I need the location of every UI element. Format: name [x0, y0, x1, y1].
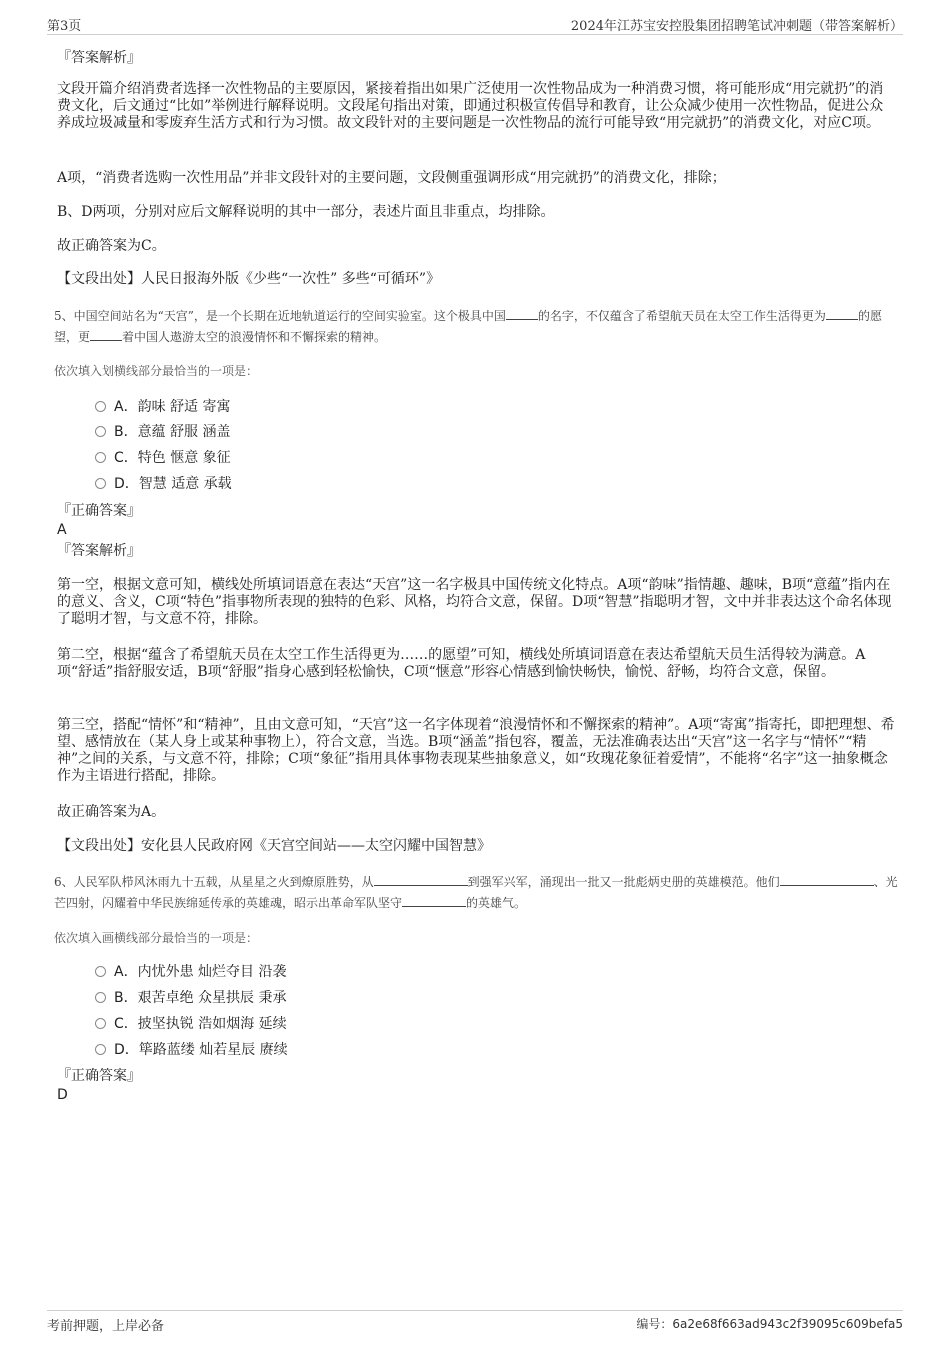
- radio-icon[interactable]: [95, 426, 106, 437]
- q5-analysis-para-1: 第一空，根据文意可知，横线处所填词语意在表达“天宫”这一名字极具中国传统文化特点。A项“韵味”指情趣、趣味，B项“意蕴”指内在的意义、含义，C项“特色”指事物所表现的独特的色彩、风格，均符合文意，保留。D项“智慧”指聪明才智，文中并非表达这个命名体现了聪明才智，与文意不符，排除。: [57, 577, 892, 627]
- blank-1: [506, 306, 538, 320]
- q6-option-a[interactable]: A．内忧外患 灿烂夺目 沿袭: [95, 961, 286, 983]
- radio-icon[interactable]: [95, 992, 106, 1003]
- radio-icon[interactable]: [95, 478, 106, 489]
- page-footer: [47, 1310, 903, 1333]
- q4-source: 【文段出处】人民日报海外版《少些“一次性” 多些“可循环”》: [57, 271, 441, 287]
- q5-option-c[interactable]: C．特色 惬意 象征: [95, 447, 231, 469]
- radio-icon[interactable]: [95, 966, 106, 977]
- q5-option-a[interactable]: A．韵味 舒适 寄寓: [95, 396, 230, 418]
- radio-icon[interactable]: [95, 401, 106, 412]
- q5-source: 【文段出处】安化县人民政府网《天宫空间站——太空闪耀中国智慧》: [57, 838, 491, 854]
- q4-conclusion: 故正确答案为C。: [57, 238, 166, 254]
- q6-correct-answer: D: [57, 1087, 68, 1103]
- blank-3: [402, 893, 466, 907]
- q4-analysis-para-3: B、D两项，分别对应后文解释说明的其中一部分，表述片面且非重点，均排除。: [57, 204, 555, 220]
- q4-analysis-para-2: A项，“消费者选购一次性用品”并非文段针对的主要问题，文段侧重强调形成“用完就扔”的消费文化，排除；: [57, 170, 726, 186]
- q5-conclusion: 故正确答案为A。: [57, 804, 166, 820]
- q5-analysis-tag: 『答案解析』: [57, 543, 141, 559]
- q5-stem: 5、中国空间站名为“天宫”，是一个长期在近地轨道运行的空间实验室。这个极具中国 的名字，不仅蕴含了希望航天员在太空工作生活得更为 的愿望，更 着中国人遨游太空的浪漫情怀和不懈探索的精神。: [54, 306, 900, 348]
- page-header: [47, 14, 903, 35]
- q5-analysis-para-3: 第三空，搭配“情怀”和“精神”，且由文意可知，“天宫”这一名字体现着“浪漫情怀和不懈探索的精神”。A项“寄寓”指寄托，即把理想、希望、感情放在（某人身上或某种事物上），符合文意，当选。B项“涵盖”指包容，覆盖，无法准确表达出“天宫”这一名字与“情怀”“精神”之间的关系，与文意不符，排除；C项“象征”指用具体事物表现某些抽象意义，如“玫瑰花象征着爱情”，不能将“名字”这一抽象概念作为主语进行搭配，排除。: [57, 717, 895, 784]
- footer-slogan: 考前押题，上岸必备: [47, 1319, 165, 1334]
- q5-correct-tag: 『正确答案』: [57, 503, 141, 519]
- q6-stem: 6、人民军队栉风沐雨九十五载，从星星之火到燎原胜势，从 到强军兴军，涌现出一批又一批彪炳史册的英雄模范。他们 、光芒四射，闪耀着中华民族绵延传承的英雄魂，昭示出革命军队坚守 的英雄气。: [54, 872, 900, 914]
- document-code: 编号：6a2e68f663ad943c2f39095c609befa5: [636, 1317, 903, 1331]
- page-number: 第3页: [47, 19, 82, 34]
- q6-instruction: 依次填入画横线部分最恰当的一项是：: [54, 931, 259, 945]
- blank-2: [826, 306, 858, 320]
- blank-1: [374, 872, 468, 886]
- q5-correct-answer: A: [57, 522, 67, 538]
- q6-correct-tag: 『正确答案』: [57, 1068, 141, 1084]
- radio-icon[interactable]: [95, 452, 106, 463]
- blank-2: [780, 872, 874, 886]
- q5-option-b[interactable]: B．意蕴 舒服 涵盖: [95, 421, 231, 443]
- q5-option-d[interactable]: D．智慧 适意 承载: [95, 473, 232, 495]
- blank-3: [90, 327, 122, 341]
- q5-analysis-para-2: 第二空，根据“蕴含了希望航天员在太空工作生活得更为……的愿望”可知，横线处所填词语意在表达希望航天员生活得较为满意。A项“舒适”指舒服安适，B项“舒服”指身心感到轻松愉快，C项“惬意”形容心情感到愉快畅快，愉悦、舒畅，均符合文意，保留。: [57, 647, 866, 680]
- q4-analysis-tag: 『答案解析』: [57, 50, 141, 66]
- q5-instruction: 依次填入划横线部分最恰当的一项是：: [54, 364, 259, 378]
- document-title: 2024年江苏宝安控股集团招聘笔试冲刺题（带答案解析）: [570, 19, 903, 34]
- q6-option-d[interactable]: D．筚路蓝缕 灿若星辰 赓续: [95, 1039, 288, 1061]
- q6-option-b[interactable]: B．艰苦卓绝 众星拱辰 秉承: [95, 987, 287, 1009]
- q6-option-c[interactable]: C．披坚执锐 浩如烟海 延续: [95, 1013, 287, 1035]
- radio-icon[interactable]: [95, 1044, 106, 1055]
- q4-analysis-para-1: 文段开篇介绍消费者选择一次性物品的主要原因，紧接着指出如果广泛使用一次性物品成为一种消费习惯，将可能形成“用完就扔”的消费文化，后文通过“比如”举例进行解释说明。文段尾句指出对策，即通过积极宣传倡导和教育，让公众减少使用一次性物品，促进公众养成垃圾减量和零废弃生活方式和行为习惯。故文段针对的主要问题是一次性物品的流行可能导致“用完就扔”的消费文化，对应C项。: [57, 81, 884, 131]
- radio-icon[interactable]: [95, 1018, 106, 1029]
